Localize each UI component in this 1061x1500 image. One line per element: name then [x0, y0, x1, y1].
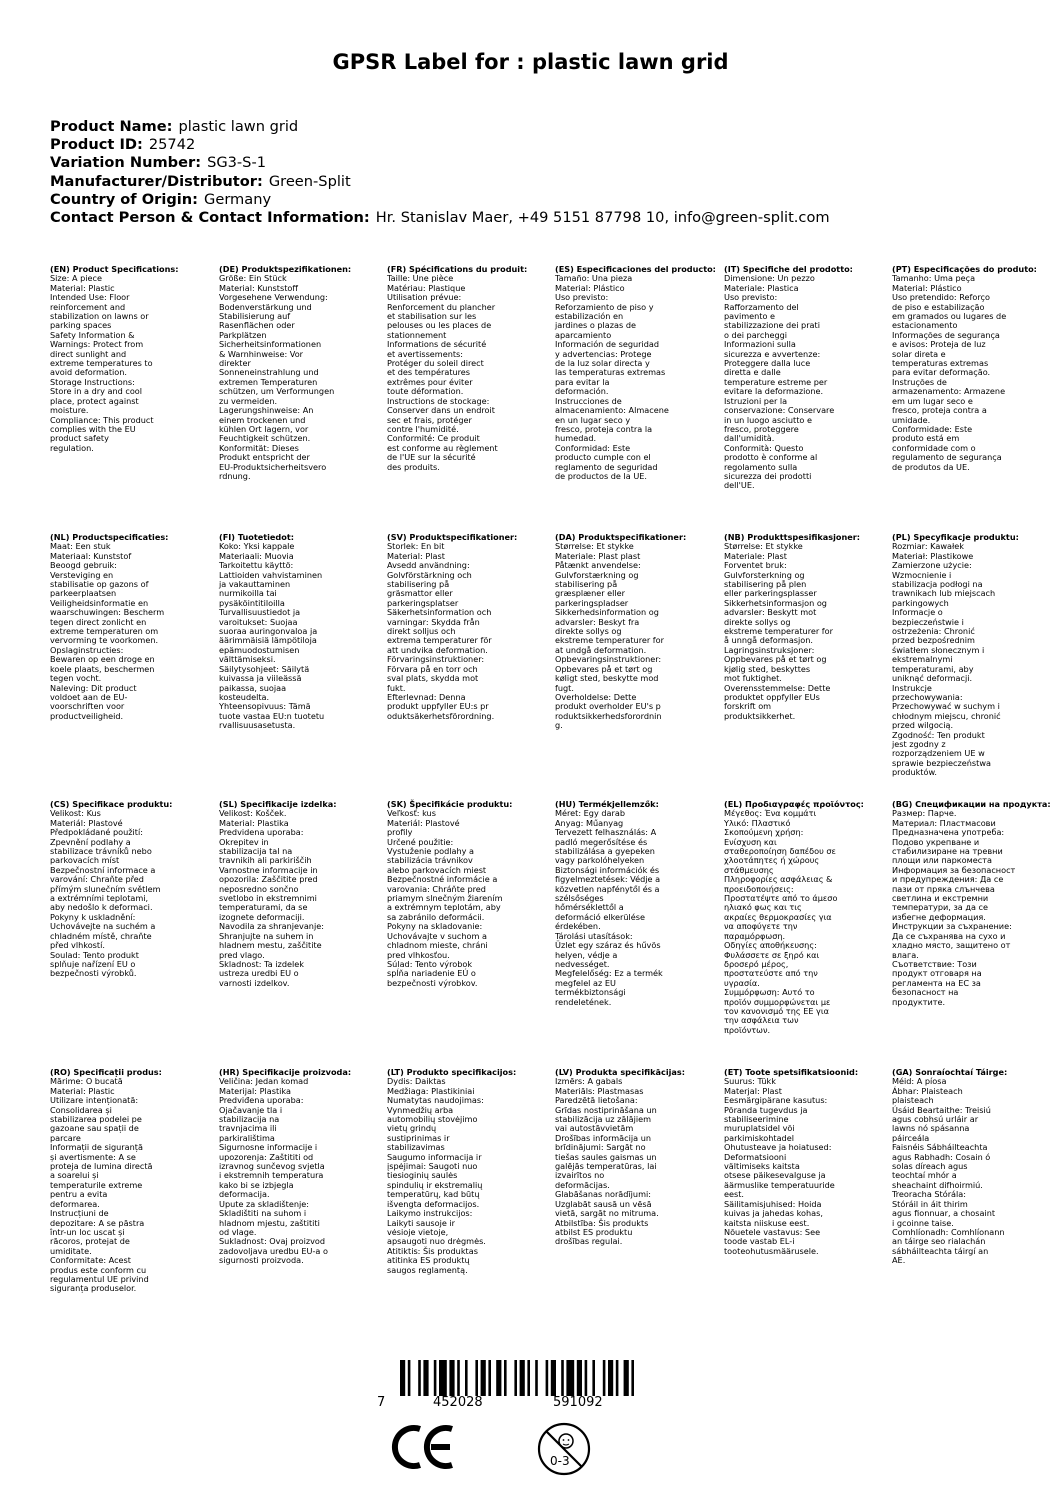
barcode-bar — [631, 1360, 634, 1396]
spec-heading: (ET) Toote spetsifikatsioonid: — [724, 1067, 859, 1077]
spec-body: Maat: Een stuk Materiaal: Kunststof Beoogd gebruik: Versteviging en stabilisatie op gazons of parkeerplaatsen Veiligheidsinformatie en waarschuwingen: Bescherm tegen direct zonlicht en extreme temperaturen om vervorming te voorkomen. Opslaginstructies: Bewaren op een droge en koele plaats, beschermen tegen vocht. Naleving: Dit product voldoet aan de EU- voorschriften voor productveiligheid. — [50, 541, 165, 721]
spec-heading: (SK) Špecifikácie produktu: — [387, 799, 513, 809]
barcode-bar — [434, 1360, 437, 1396]
spec-block — [50, 1068, 205, 1294]
spec-body: Velikost: Košček. Material: Plastika Predvidena uporaba: Okrepitev in stabilizacija tal na travnikih ali parkiriščih Varnostne informacije in opozorila: Zaščitite pred neposredno sončno svetlobo in ekstremnimi temperaturami, da se izognete deformaciji. Navodila za shranjevanje: Shranjujte na suhem in hladnem mestu, zaščitite pred vlago. Skladnost: Ta izdelek ustreza uredbi EU o varnosti izdelkov. — [219, 808, 324, 988]
spec-body: Veličina: Jedan komad Materijal: Plastika Predviđena uporaba: Ojačavanje tla i stabilizacija na travnjacima ili parkiralištima Sigurnosne informacije i upozorenja: Zaštititi od izravnog sunčevog svjetla i ekstremnih temperatura kako bi se izbjegla deformacija. Upute za skladištenje: Skladištiti na suhom i hladnom mjestu, zaštititi od vlage. Sukladnost: Ovaj proizvod zadovoljava uredbu EU-a o sigurnosti proizvoda. — [219, 1076, 328, 1266]
spec-heading: (GA) Sonraíochtaí Táirge: — [892, 1067, 1008, 1077]
spec-heading: (BG) Спецификации на продукта: — [892, 799, 1051, 809]
ce-mark-icon — [390, 1423, 458, 1471]
spec-block — [219, 265, 374, 481]
barcode-bar — [535, 1360, 538, 1396]
spec-heading: (SV) Produktspecifikationer: — [387, 532, 518, 542]
barcode-bar — [616, 1360, 619, 1396]
spec-block — [555, 533, 710, 731]
info-key: Product ID: — [50, 136, 143, 154]
info-key: Manufacturer/Distributor: — [50, 172, 263, 190]
spec-heading: (EL) Προδιαγραφές προϊόντος: — [724, 799, 864, 809]
info-value: Hr. Stanislav Maer, +49 5151 87798 10, info@green-split.com — [375, 209, 830, 227]
page-title: GPSR Label for : plastic lawn grid — [332, 50, 729, 74]
barcode-bar — [624, 1360, 629, 1396]
info-row — [50, 118, 830, 136]
spec-heading: (DE) Produktspezifikationen: — [219, 264, 352, 274]
age-warning-icon — [536, 1421, 592, 1477]
info-row — [50, 154, 830, 172]
barcode-bar — [546, 1360, 549, 1396]
spec-block — [724, 800, 879, 1035]
spec-heading: (EN) Product Specifications: — [50, 264, 179, 274]
spec-body: Størrelse: Et stykke Materiale: Plast Forventet bruk: Gulvforsterkning og stabilisering på plen eller parkeringsplasser Sikkerhetsinformasjon og advarsler: Beskytt mot direkte sollys og ekstreme temperaturer for å unngå deformasjon. Lagringsinstruksjoner: Oppbevares på et tørt og kjølig sted, beskyttes mot fuktighet. Overensstemmelse: Dette produktet oppfyller EUs forskrift om produktsikkerhet. — [724, 541, 833, 721]
info-row — [50, 173, 830, 191]
barcode-bar — [418, 1360, 421, 1396]
spec-block — [50, 533, 205, 721]
info-value: 25742 — [148, 136, 196, 154]
spec-block — [892, 265, 1047, 472]
spec-block — [387, 800, 542, 988]
info-row — [50, 209, 830, 227]
barcode-bar — [449, 1360, 454, 1396]
barcode-digits-2: 452028 — [433, 1395, 483, 1410]
spec-heading: (IT) Specifiche del prodotto: — [724, 264, 853, 274]
age-label: 0-3 — [550, 1454, 570, 1468]
info-key: Contact Person & Contact Information: — [50, 209, 370, 227]
barcode — [395, 1360, 645, 1396]
spec-block — [724, 533, 879, 721]
spec-heading: (PL) Specyfikacje produktu: — [892, 532, 1019, 542]
spec-block — [892, 799, 1051, 1007]
info-value: Green-Split — [268, 172, 351, 190]
barcode-bar — [408, 1360, 411, 1396]
spec-block — [555, 264, 716, 481]
spec-body: Dydis: Daiktas Medžiaga: Plastikiniai Numatytas naudojimas: Vynmedžių arba automobilių stovėjimo vietų grindų sustiprinimas ir stabilizavimas Saugumo informacija ir įspėjimai: Saugoti nuo tiesioginių saulės spindulių ir ekstremalių temperatūrų, kad būtų išvengta deformacijos. Laikymo instrukcijos: Laikyti sausoje ir vėsioje vietoje, apsaugoti nuo drėgmės. Atitiktis: Šis produktas atitinka ES produktų saugos reglamentą. — [387, 1076, 486, 1275]
barcode-bar — [475, 1360, 478, 1396]
barcode-bar — [439, 1360, 447, 1396]
spec-block — [387, 533, 542, 721]
spec-heading: (HR) Specifikacije proizvoda: — [219, 1067, 352, 1077]
barcode-digits-1: 7 — [377, 1395, 386, 1410]
spec-body: Tamaño: Una pieza Material: Plástico Uso previsto: Reforzamiento de piso y estabilización en jardines o plazas de aparcamiento Información de seguridad y advertencias: Protege de la luz solar directa y las temperaturas extremas para evitar la deformación. Instrucciones de almacenamiento: Almacene en un lugar seco y fresco, proteja contra la humedad. Conformidad: Este producto cumple con el reglamento de seguridad de productos de la UE. — [555, 273, 669, 481]
barcode-bar — [551, 1360, 556, 1396]
barcode-bar — [592, 1360, 595, 1396]
info-key: Country of Origin: — [50, 190, 199, 208]
barcode-bar — [585, 1360, 588, 1396]
info-key: Variation Number: — [50, 154, 202, 172]
spec-block — [50, 265, 205, 453]
spec-body: Размер: Парче. Материал: Пластмасови Предназначена употреба: Подово укрепване и стабилизиране на тревни площи или паркоместа Информация за безопасност и предупреждения: Да се пази от пряка слънчева светлина и екстремни температури, за да се избегне деформация. Инструкции за съхранение: Да се съхранява на сухо и хладно място, защитено от влага. Съответствие: Този продукт отговаря на регламента на ЕС за безопасност на продуктите. — [892, 808, 1016, 1007]
barcode-digits-3: 591092 — [553, 1395, 603, 1410]
product-info — [50, 118, 830, 227]
spec-block — [219, 800, 374, 988]
spec-body: Suurus: Tükk Materjal: Plast Eesmärgipärane kasutus: Põranda tugevdus ja stabiliseerimine muruplatsidel või parkimiskohtadel Ohutusteave ja hoiatused: Deformatsiooni vältimiseks kaitsta otsese päikesevalguse ja äärmuslike temperatuuride eest. Säilitamisjuhised: Hoida kuivas ja jahedas kohas, kaitsta niiskuse eest. Nõuetele vastavus: See toode vastab EL-i tooteohutusmäärusele. — [724, 1076, 835, 1256]
barcode-bar — [400, 1360, 405, 1396]
spec-heading: (PT) Especificações do produto: — [892, 264, 1037, 274]
barcode-bar — [603, 1360, 606, 1396]
spec-heading: (NL) Productspecificaties: — [50, 532, 169, 542]
barcode-bar — [481, 1360, 486, 1396]
spec-heading: (FR) Spécifications du produit: — [387, 264, 528, 274]
spec-block — [219, 533, 374, 731]
spec-body: Méid: A píosa Ábhar: Plaisteach plaisteach Úsáid Beartaithe: Treisiú agus cobhsú urláir ar lawns nó spásanna páirceála Faisnéis Sábháilteachta agus Rabhadh: Cosain ó solas díreach agus teochtaí mhór a sheachaint difhoirmiú. Treoracha Stórála: Stóráil in áit thirim agus fionnuar, a chosaint i gcoinne taise. Comhlíonadh: Comhlíonann an táirge seo rialachán sábháilteachta táirgí an AE. — [892, 1076, 1005, 1266]
spec-body: Tamanho: Uma peça Material: Plástico Uso pretendido: Reforço de piso e estabilização em gramados ou lugares de estacionamento Informações de segurança e avisos: Proteja de luz solar direta e temperaturas extremas para evitar deformação. Instruções de armazenamento: Armazene em um lugar seco e fresco, proteja contra a umidade. Conformidade: Este produto está em conformidade com o regulamento de segurança de produtos da UE. — [892, 273, 1007, 472]
spec-body: Koko: Yksi kappale Materiaali: Muovia Tarkoitettu käyttö: Lattioiden vahvistaminen ja vakauttaminen nurmikoilla tai pysäköintitiloilla Turvallisuustiedot ja varoitukset: Suojaa suoraa auringonvaloa ja äärimmäisiä lämpötiloja epämuodostumisen välttämiseksi. Säilytysohjeet: Säilytä kuivassa ja viileässä paikassa, suojaa kosteudelta. Yhteensopivuus: Tämä tuote vastaa EU:n tuotetu rvallisuusasetusta. — [219, 541, 325, 731]
spec-block — [50, 800, 205, 979]
spec-body: Μέγεθος: Ένα κομμάτι Υλικό: Πλαστικό Σκοπούμενη χρήση: Ενίσχυση και σταθεροποίηση δαπέδου σε χλοοτάπητες ή χώρους στάθμευσης Πληροφορίες ασφάλειας & προειδοποιήσεις: Προστατέψτε από το άμεσο ηλιακό φως και τις ακραίες θερμοκρασίες για να αποφύγετε την παραμόρφωση. Οδηγίες αποθήκευσης: Φυλάσσετε σε ξηρό και δροσερό μέρος, προστατεύστε από την υγρασία. Συμμόρφωση: Αυτό το προϊόν συμμορφώνεται με τον κανονισμό της ΕΕ για την ασφάλεια των προϊόντων. — [724, 808, 838, 1035]
barcode-bar — [561, 1360, 564, 1396]
barcode-bar — [520, 1360, 525, 1396]
spec-block — [892, 533, 1047, 778]
spec-heading: (CS) Specifikace produktu: — [50, 799, 173, 809]
spec-heading: (RO) Specificații produs: — [50, 1067, 162, 1077]
barcode-bar — [514, 1360, 517, 1396]
spec-body: Mărime: O bucată Material: Plastic Utilizare intenționată: Consolidarea și stabilizarea podelei pe gazoane sau spații de parcare Informații de siguranță și avertismente: A se proteja de lumina directă a soarelui și temperaturile extreme pentru a evita deformarea. Instrucțiuni de depozitare: A se păstra într-un loc uscat și răcoros, protejat de umiditate. Conformitate: Acest produs este conform cu regulamentul UE privind siguranța produselor. — [50, 1076, 153, 1294]
spec-body: Veľkosť: kus Materiál: Plastové profily Určené použitie: Vystuženie podlahy a stabilizácia trávnikov alebo parkovacích miest Bezpečnostné informácie a varovania: Chráňte pred priamym slnečným žiarením a extrémnym teplotám, aby sa zabránilo deformácii. Pokyny na skladovanie: Uchovávajte v suchom a chladnom mieste, chráni pred vlhkosťou. Súlad: Tento výrobok spĺňa nariadenie EÚ o bezpečnosti výrobkov. — [387, 808, 503, 988]
barcode-bar — [504, 1360, 507, 1396]
spec-body: Velikost: Kus Materiál: Plastové Předpokládané použití: Zpevnění podlahy a stabilizace trávníků nebo parkovacích míst Bezpečnostní informace a varování: Chraňte před přímým slunečním světlem a extrémními teplotami, aby nedošlo k deformaci. Pokyny k uskladnění: Uchovávejte na suchém a chladném místě, chraňte před vlhkostí. Soulad: Tento produkt splňuje nařízení EU o bezpečnosti výrobků. — [50, 808, 161, 979]
barcode-bar — [577, 1360, 582, 1396]
spec-block — [724, 1068, 879, 1256]
spec-body: Rozmiar: Kawałek Materiał: Plastikowe Zamierzone użycie: Wzmocnienie i stabilizacja podłogi na trawnikach lub miejscach parkingowych Informacje o bezpieczeństwie i ostrzeżenia: Chronić przed bezpośrednim światłem słonecznym i ekstremalnymi temperaturami, aby uniknąć deformacji. Instrukcje przechowywania: Przechowywać w suchym i chłodnym miejscu, chronić przed wilgocią. Zgodność: Ten produkt jest zgodny z rozporządzeniem UE w sprawie bezpieczeństwa produktów. — [892, 541, 1001, 778]
spec-block — [219, 1068, 374, 1266]
barcode-bar — [457, 1360, 460, 1396]
barcode-bar — [527, 1360, 530, 1396]
spec-heading: (NB) Produkttspesifikasjoner: — [724, 532, 861, 542]
info-row — [50, 136, 830, 154]
spec-body: Storlek: En bit Material: Plast Avsedd användning: Golvförstärkning och stabilisering på gräsmattor eller parkeringsplatser Säkerhetsinformation och varningar: Skydda från direkt solljus och extrema temperaturer för att undvika deformation. Förvaringsinstruktioner: Förvara på en torr och sval plats, skydda mot fukt. Efterlevnad: Denna produkt uppfyller EU:s pr oduktsäkerhetsförordning. — [387, 541, 495, 721]
barcode-bar — [566, 1360, 574, 1396]
spec-heading: (SL) Specifikacije izdelka: — [219, 799, 337, 809]
spec-block — [555, 1068, 710, 1247]
spec-heading: (FI) Tuotetiedot: — [219, 532, 294, 542]
spec-block — [724, 265, 879, 491]
spec-block — [387, 1068, 542, 1275]
spec-body: Méret: Egy darab Anyag: Műanyag Tervezett felhasználás: A padló megerősítése és stabilizálása a gyepeken vagy parkolóhelyeken Biztonsági információk és figyelmeztetések: Védje a közvetlen napfénytől és a szélsőséges hőmérséklettől a deformáció elkerülése érdekében. Tárolási utasítások: Üzlet egy száraz és hűvös helyen, védje a nedvességet. Megfelelőség: Ez a termék megfelel az EU termékbiztonsági rendeletének. — [555, 808, 663, 1007]
spec-body: Dimensione: Un pezzo Materiale: Plastica Uso previsto: Rafforzamento del pavimento e stabilizzazione dei prati o dei parcheggi Informazioni sulla sicurezza e avvertenze: Proteggere dalla luce diretta e dalle temperature estreme per evitare la deformazione. Istruzioni per la conservazione: Conservare in un luogo asciutto e fresco, proteggere dall'umidità. Conformità: Questo prodotto è conforme al regolamento sulla sicurezza dei prodotti dell'UE. — [724, 273, 835, 491]
spec-body: Size: A piece Material: Plastic Intended Use: Floor reinforcement and stabilization on lawns or parking spaces Safety Information & Warnings: Protect from direct sunlight and extreme temperatures to avoid deformation. Storage Instructions: Store in a dry and cool place, protect against moisture. Compliance: This product complies with the EU product safety regulation. — [50, 273, 154, 453]
spec-block — [892, 1068, 1047, 1266]
spec-body: Størrelse: Et stykke Materiale: Plast plast Påtænkt anvendelse: Gulvforstærkning og stabilisering på græsplæner eller parkeringspladser Sikkerhedsinformation og advarsler: Beskyt fra direkte sollys og ekstreme temperaturer for at undgå deformation. Opbevaringsinstruktioner: Opbevares på et tørt og køligt sted, beskytte mod fugt. Overholdelse: Dette produkt overholder EU's p roduktsikkerhedsforordnin g. — [555, 541, 664, 731]
info-key: Product Name: — [50, 118, 173, 135]
info-value: Germany — [204, 190, 272, 208]
barcode-bar — [465, 1360, 468, 1396]
spec-heading: (HU) Termékjellemzők: — [555, 799, 659, 809]
spec-body: Izmērs: A gabals Materiāls: Plastmasas Paredzētā lietošana: Grīdas nostiprināšana un stabilizācija uz zālājiem vai autostāvvietām Drošības informācija un brīdinājumi: Sargāt no tiešas saules gaismas un galējās temperatūras, lai izvairītos no deformācijas. Glabāšanas norādījumi: Uzglabāt sausā un vēsā vietā, sargāt no mitruma. Atbilstība: Šis produkts atbilst ES produktu drošības regulai. — [555, 1076, 659, 1247]
spec-heading: (LT) Produkto specifikacijos: — [387, 1067, 517, 1077]
barcode-bar — [608, 1360, 613, 1396]
barcode-bar — [488, 1360, 491, 1396]
spec-block — [555, 800, 710, 1007]
barcode-bar — [496, 1360, 501, 1396]
info-row — [50, 191, 830, 209]
barcode-bar — [423, 1360, 428, 1396]
spec-block — [387, 265, 542, 472]
spec-body: Größe: Ein Stück Material: Kunststoff Vorgesehene Verwendung: Bodenverstärkung und Stabilisierung auf Rasenflächen oder Parkplätzen Sicherheitsinformationen & Warnhinweise: Vor direkter Sonneneinstrahlung und extremen Temperaturen schützen, um Verformungen zu vermeiden. Lagerungshinweise: An einem trockenen und kühlen Ort lagern, vor Feuchtigkeit schützen. Konformität: Dieses Produkt entspricht der EU-Produktsicherheitsvero rdnung. — [219, 273, 335, 481]
info-value: plastic lawn grid — [178, 118, 299, 135]
info-value: SG3-S-1 — [207, 154, 267, 172]
spec-heading: (ES) Especificaciones del producto: — [555, 264, 716, 274]
spec-heading: (DA) Produktspecifikationer: — [555, 532, 687, 542]
spec-heading: (LV) Produkta specifikācijas: — [555, 1067, 685, 1077]
spec-body: Taille: Une pièce Matériau: Plastique Utilisation prévue: Renforcement du plancher et stabilisation sur les pelouses ou les places de stationnement Informations de sécurité et avertissements: Protéger du soleil direct et des températures extrêmes pour éviter toute déformation. Instructions de stockage: Conserver dans un endroit sec et frais, protéger contre l'humidité. Conformité: Ce produit est conforme au règlement de l'UE sur la sécurité des produits. — [387, 273, 498, 472]
